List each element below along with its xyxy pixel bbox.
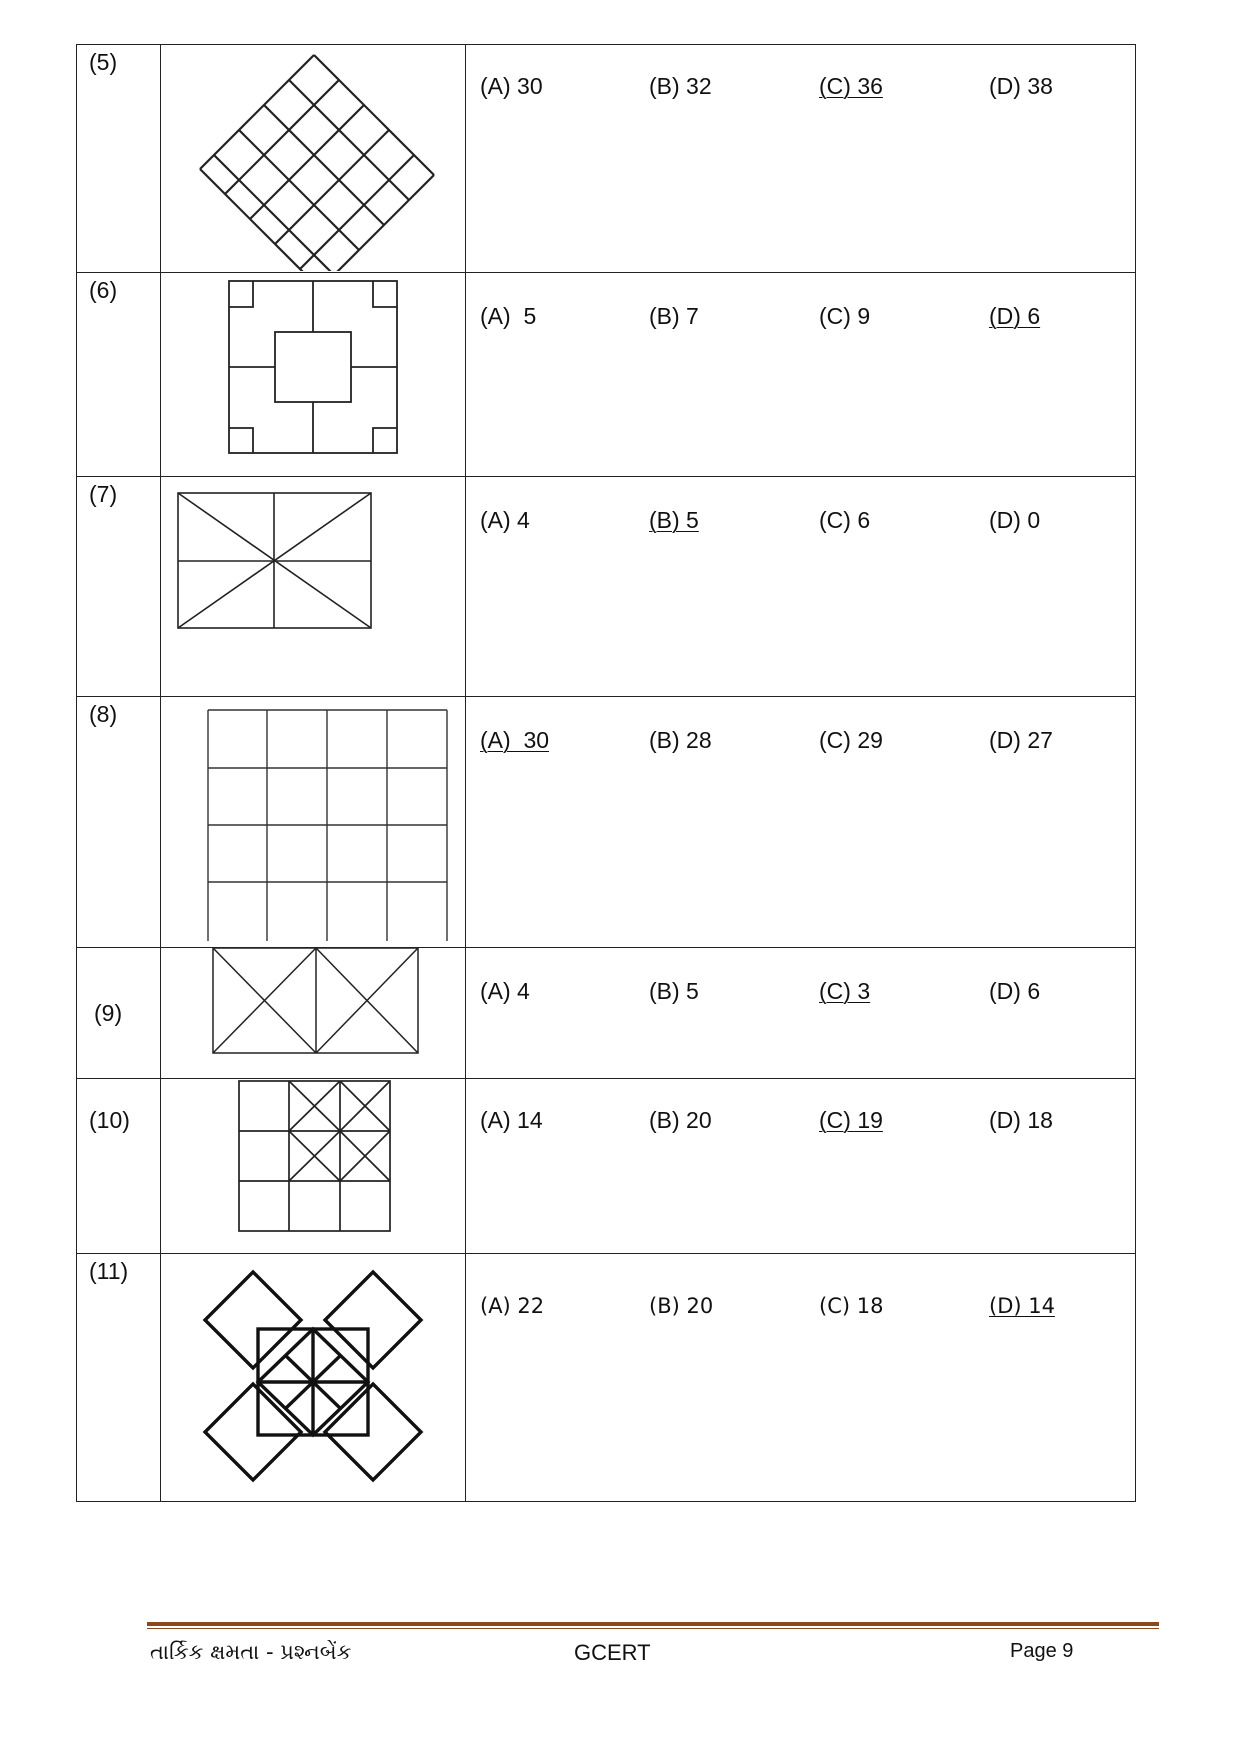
option-a[interactable]: (A) 14 (480, 1107, 543, 1133)
option-d[interactable]: (D) 0 (989, 507, 1041, 533)
question-number: (6) (77, 273, 161, 477)
option-c[interactable]: (C) 18 (819, 1294, 884, 1318)
option-a[interactable]: (A) 4 (480, 507, 530, 533)
option-d[interactable]: (D) 38 (989, 73, 1053, 99)
question-row (77, 697, 1136, 948)
option-b-correct[interactable]: (B) 5 (649, 507, 699, 533)
question-row (77, 477, 1136, 697)
options-cell (466, 1254, 1136, 1502)
footer-rule-thin (147, 1628, 1159, 1629)
question-number: (8) (77, 697, 161, 948)
option-a-correct[interactable]: (A) 30 (480, 727, 550, 753)
option-c[interactable]: (C) 9 (819, 303, 871, 329)
option-b[interactable]: (B) 20 (649, 1294, 714, 1318)
option-c-correct[interactable]: (C) 3 (819, 978, 871, 1004)
option-b[interactable]: (B) 7 (649, 303, 699, 329)
x-shape-squares-icon (161, 1254, 466, 1502)
question-row (77, 1254, 1136, 1502)
nested-square-icon (161, 273, 466, 477)
option-d[interactable]: (D) 27 (989, 727, 1053, 753)
question-row (77, 45, 1136, 273)
question-table (76, 44, 1136, 1502)
question-number: (11) (77, 1254, 161, 1502)
footer-subject-title: તાર્કિક ક્ષમતા - પ્રશ્નબેંક (150, 1640, 352, 1664)
diamond-grid-icon (161, 45, 466, 273)
double-cross-box-icon (161, 948, 466, 1079)
options-cell (466, 477, 1136, 697)
footer-org: GCERT (574, 1640, 651, 1665)
option-b[interactable]: (B) 32 (649, 73, 712, 99)
option-c[interactable]: (C) 6 (819, 507, 871, 533)
option-c-correct[interactable]: (C) 19 (819, 1107, 883, 1133)
question-row (77, 273, 1136, 477)
option-d-correct[interactable]: (D) 6 (989, 303, 1041, 329)
grid-4x4-icon (161, 697, 466, 948)
options-cell (466, 1079, 1136, 1254)
options-cell (466, 948, 1136, 1079)
question-row (77, 1079, 1136, 1254)
footer-page-number: Page 9 (1010, 1640, 1074, 1662)
options-cell (466, 273, 1136, 477)
option-c-correct[interactable]: (C) 36 (819, 73, 883, 99)
question-number: (5) (77, 45, 161, 273)
footer-rule (147, 1622, 1159, 1626)
option-c[interactable]: (C) 29 (819, 727, 883, 753)
question-row (77, 948, 1136, 1079)
option-d[interactable]: (D) 18 (989, 1107, 1053, 1133)
option-a[interactable]: (A) 22 (480, 1294, 545, 1318)
option-b[interactable]: (B) 28 (649, 727, 712, 753)
option-d-correct[interactable]: (D) 14 (989, 1294, 1055, 1318)
option-a[interactable]: (A) 4 (480, 978, 530, 1004)
cross-grid-3x3-icon (161, 1079, 466, 1254)
question-number: (10) (77, 1079, 161, 1254)
options-cell (466, 697, 1136, 948)
options-cell (466, 45, 1136, 273)
option-a[interactable]: (A) 30 (480, 73, 543, 99)
option-b[interactable]: (B) 5 (649, 978, 699, 1004)
question-number: (9) (77, 948, 161, 1079)
question-number: (7) (77, 477, 161, 697)
option-b[interactable]: (B) 20 (649, 1107, 712, 1133)
option-d[interactable]: (D) 6 (989, 978, 1041, 1004)
option-a[interactable]: (A) 5 (480, 303, 537, 329)
rectangle-star-icon (161, 477, 466, 697)
